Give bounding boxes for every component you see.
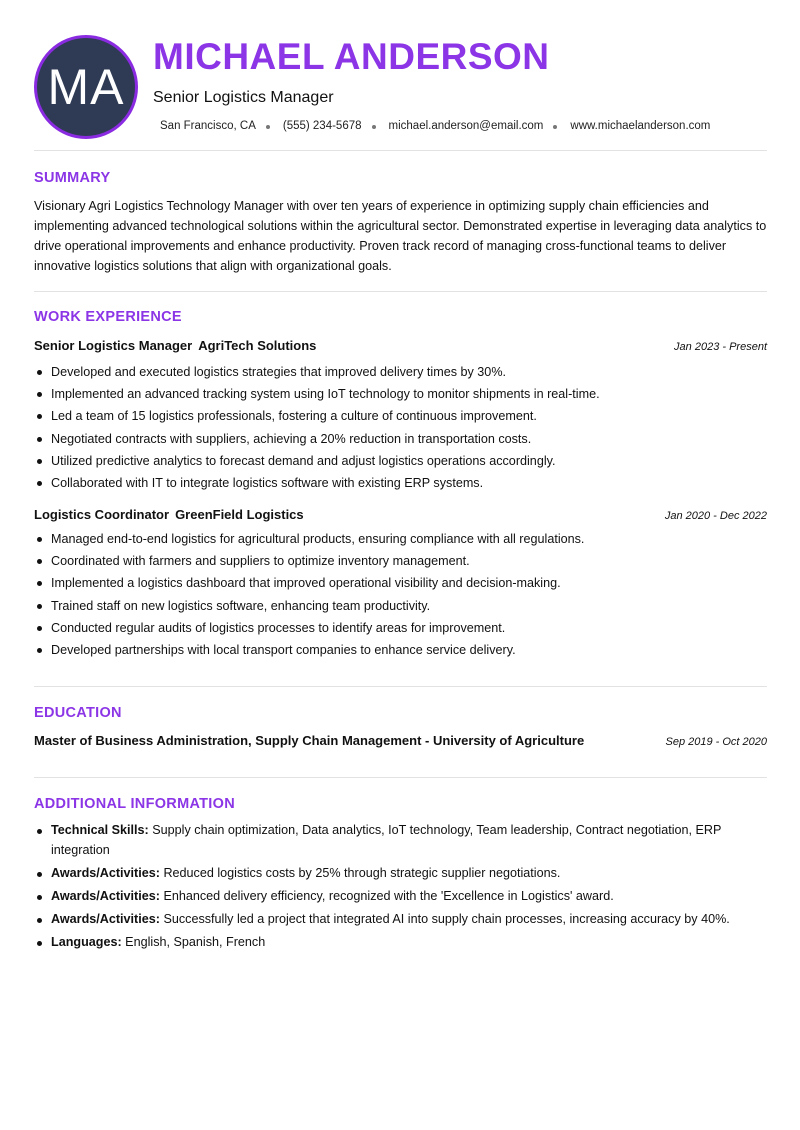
list-item: Developed and executed logistics strategies that improved delivery times by 30%.: [34, 361, 767, 383]
summary-heading: SUMMARY: [34, 170, 111, 186]
job-title: [34, 507, 304, 522]
item-text: Successfully led a project that integrated AI into supply chain processes, increasing accuracy by 40%.: [159, 911, 730, 926]
job-header: [34, 507, 767, 522]
additional-heading: ADDITIONAL INFORMATION: [34, 796, 235, 812]
divider: [34, 686, 767, 687]
additional-list: [34, 821, 767, 956]
job-bullets: [34, 528, 767, 661]
list-item: Managed end-to-end logistics for agricultural products, ensuring compliance with all regulations.: [34, 528, 767, 550]
contact-phone: (555) 234-5678: [282, 120, 362, 132]
item-label: Languages:: [51, 934, 122, 949]
avatar: [34, 35, 138, 139]
contact-info: [160, 120, 710, 132]
list-item: Conducted regular audits of logistics processes to identify areas for improvement.: [34, 617, 767, 639]
item-label: Awards/Activities:: [51, 865, 160, 880]
job-bullets: [34, 361, 767, 494]
item-text: Supply chain optimization, Data analytics, IoT technology, Team leadership, Contract negotiation, ERP integration: [51, 823, 722, 857]
experience-heading: WORK EXPERIENCE: [34, 309, 182, 325]
item-text: Reduced logistics costs by 25% through strategic supplier negotiations.: [159, 865, 561, 880]
list-item: [34, 910, 767, 930]
divider: [34, 291, 767, 292]
job-header: [34, 338, 767, 353]
contact-website[interactable]: www.michaelanderson.com: [570, 120, 711, 132]
list-item: [34, 887, 767, 907]
list-item: Led a team of 15 logistics professionals, fostering a culture of continuous improvement.: [34, 405, 767, 427]
contact-location: San Francisco, CA: [160, 120, 256, 132]
list-item: Coordinated with farmers and suppliers to optimize inventory management.: [34, 550, 767, 572]
list-item: Negotiated contracts with suppliers, achieving a 20% reduction in transportation costs.: [34, 428, 767, 450]
job-company: GreenField Logistics: [175, 507, 304, 522]
education-degree: Master of Business Administration, Supply Chain Management - University of Agriculture: [34, 733, 585, 748]
list-item: Collaborated with IT to integrate logistics software with existing ERP systems.: [34, 472, 767, 494]
item-text: English, Spanish, French: [121, 934, 266, 949]
education-entry: [34, 733, 767, 748]
job-title: [34, 338, 316, 353]
contact-email[interactable]: michael.anderson@email.com: [388, 120, 544, 132]
separator-dot: [553, 125, 557, 129]
list-item: Implemented an advanced tracking system using IoT technology to monitor shipments in real-time.: [34, 383, 767, 405]
education-dates: Sep 2019 - Oct 2020: [665, 736, 767, 748]
list-item: Developed partnerships with local transport companies to enhance service delivery.: [34, 639, 767, 661]
list-item: [34, 821, 767, 860]
avatar-initials: MA: [47, 59, 125, 115]
education-heading: EDUCATION: [34, 705, 122, 721]
list-item: Implemented a logistics dashboard that improved operational visibility and decision-making.: [34, 572, 767, 594]
list-item: Trained staff on new logistics software, enhancing team productivity.: [34, 595, 767, 617]
list-item: Utilized predictive analytics to forecast demand and adjust logistics operations accordingly.: [34, 450, 767, 472]
job-dates: Jan 2020 - Dec 2022: [664, 510, 767, 522]
separator-dot: [266, 125, 270, 129]
item-label: Technical Skills:: [51, 823, 149, 837]
job-dates: Jan 2023 - Present: [674, 341, 767, 353]
candidate-role: Senior Logistics Manager: [153, 89, 334, 106]
job-company: AgriTech Solutions: [198, 338, 317, 353]
divider: [34, 777, 767, 778]
item-label: Awards/Activities:: [51, 911, 160, 926]
list-item: [34, 864, 767, 884]
item-text: Enhanced delivery efficiency, recognized with the 'Excellence in Logistics' award.: [159, 888, 614, 903]
list-item: [34, 933, 767, 953]
separator-dot: [372, 125, 376, 129]
job-position: Logistics Coordinator: [34, 507, 170, 522]
candidate-name: MICHAEL ANDERSON: [153, 36, 550, 77]
item-label: Awards/Activities:: [51, 888, 160, 903]
job-position: Senior Logistics Manager: [34, 338, 193, 353]
summary-text: Visionary Agri Logistics Technology Manager with over ten years of experience in optimizing supply chain efficiencies and implementing advanced technological solutions within the agricultural sector. Demonstrated expertise in leveraging data analytics to drive operational improvements and enhance productivity. Proven track record of managing cross-functional teams to deliver innovative logistics solutions that align with organizational goals.: [34, 199, 767, 273]
divider: [34, 150, 767, 151]
